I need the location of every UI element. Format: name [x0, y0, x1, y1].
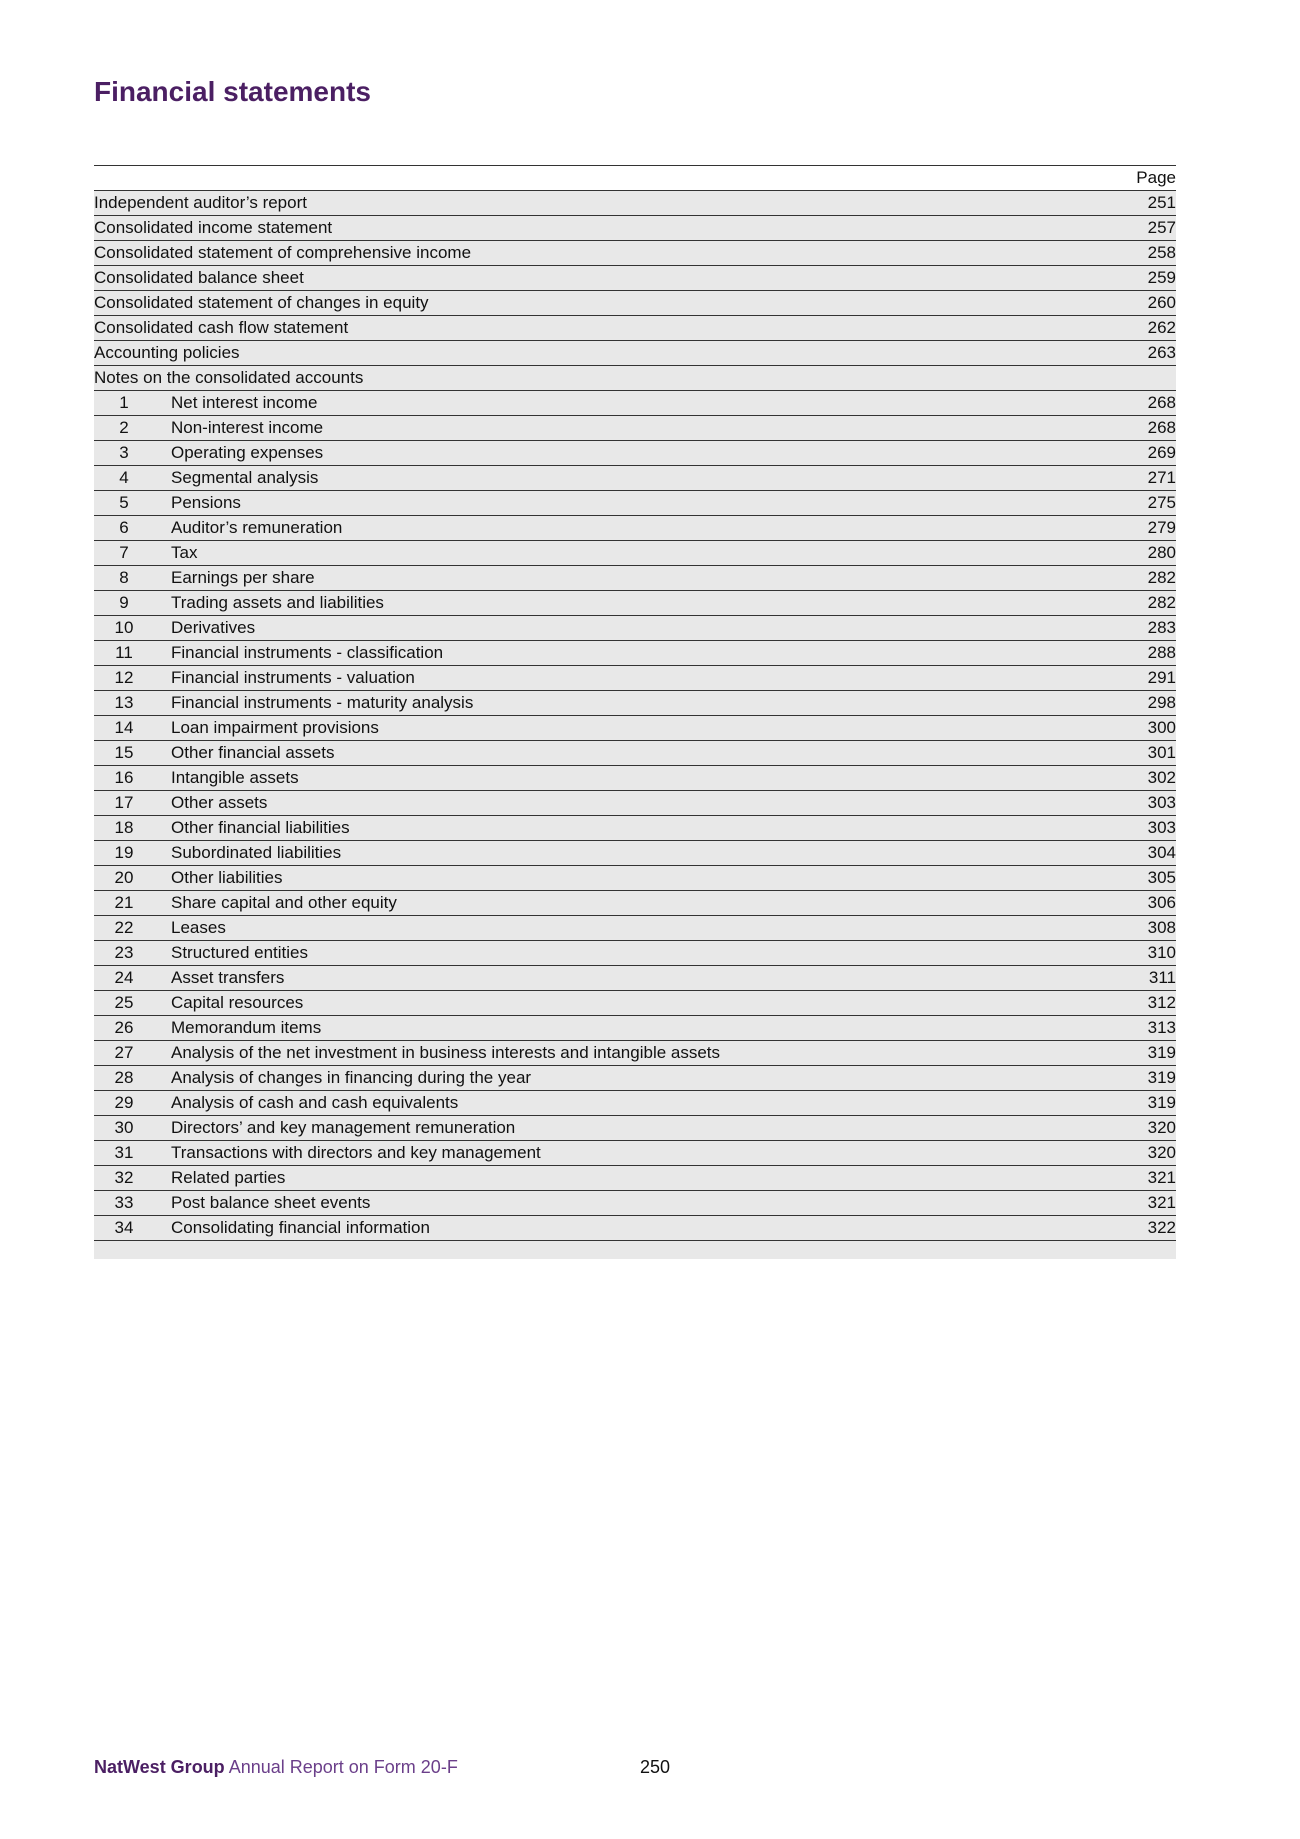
note-page-number: 303 [1147, 793, 1176, 812]
note-number: 24 [114, 968, 134, 987]
note-number: 16 [114, 768, 134, 787]
footer-brand: NatWest Group [94, 1757, 225, 1777]
note-number: 12 [114, 668, 134, 687]
note-page-number: 275 [1147, 493, 1176, 512]
toc-note-row [94, 866, 1176, 891]
toc-note-row [94, 716, 1176, 741]
toc-note-row [94, 491, 1176, 516]
note-page-number: 269 [1147, 443, 1176, 462]
note-title: Derivatives [171, 618, 256, 637]
note-page-number: 303 [1147, 818, 1176, 837]
toc-note-row [94, 616, 1176, 641]
toc-note-row [94, 1091, 1176, 1116]
toc-section-row [94, 216, 1176, 241]
note-title: Analysis of cash and cash equivalents [171, 1093, 459, 1112]
note-title: Related parties [171, 1168, 286, 1187]
note-title: Asset transfers [171, 968, 285, 987]
toc-note-row [94, 1116, 1176, 1141]
note-number: 30 [114, 1118, 134, 1137]
note-title: Intangible assets [171, 768, 299, 787]
section-title: Consolidated statement of changes in equity [94, 293, 429, 312]
note-title: Financial instruments - valuation [171, 668, 415, 687]
note-page-number: 319 [1147, 1093, 1176, 1112]
toc-section-row [94, 291, 1176, 316]
toc-section-row [94, 316, 1176, 341]
note-number: 25 [114, 993, 134, 1012]
note-title: Operating expenses [171, 443, 324, 462]
page-title: Financial statements [94, 76, 371, 107]
note-title: Leases [171, 918, 226, 937]
note-title: Subordinated liabilities [171, 843, 342, 862]
toc-section-row [94, 341, 1176, 366]
note-page-number: 282 [1147, 593, 1176, 612]
note-number: 13 [114, 693, 134, 712]
note-number: 10 [114, 618, 134, 637]
note-number: 18 [114, 818, 134, 837]
note-number: 15 [114, 743, 134, 762]
note-page-number: 312 [1147, 993, 1176, 1012]
note-page-number: 279 [1147, 518, 1176, 537]
note-number: 5 [119, 493, 129, 512]
note-title: Tax [171, 543, 198, 562]
toc-section-row [94, 191, 1176, 216]
section-title: Consolidated statement of comprehensive income [94, 243, 472, 262]
toc-section-row [94, 241, 1176, 266]
note-title: Other assets [171, 793, 268, 812]
note-title: Earnings per share [171, 568, 315, 587]
toc-note-row [94, 666, 1176, 691]
note-title: Auditor’s remuneration [171, 518, 343, 537]
note-page-number: 321 [1147, 1193, 1176, 1212]
note-number: 31 [114, 1143, 134, 1162]
contents-table [94, 165, 1176, 1259]
toc-note-row [94, 941, 1176, 966]
toc-note-row [94, 566, 1176, 591]
note-page-number: 288 [1147, 643, 1176, 662]
footer-report-title: Annual Report on Form 20-F [228, 1757, 458, 1777]
note-number: 28 [114, 1068, 134, 1087]
section-page-number: 258 [1147, 243, 1176, 262]
note-number: 1 [119, 393, 129, 412]
page-column-header: Page [1136, 168, 1176, 187]
sections-list [94, 191, 1176, 391]
note-title: Memorandum items [171, 1018, 322, 1037]
contents-header-row [94, 166, 1176, 191]
toc-note-row [94, 1191, 1176, 1216]
toc-note-row [94, 641, 1176, 666]
note-number: 9 [119, 593, 129, 612]
toc-note-row [94, 991, 1176, 1016]
note-title: Segmental analysis [171, 468, 319, 487]
note-page-number: 283 [1147, 618, 1176, 637]
toc-note-row [94, 1166, 1176, 1191]
note-page-number: 320 [1147, 1143, 1176, 1162]
toc-note-row [94, 1216, 1176, 1241]
note-title: Other financial liabilities [171, 818, 350, 837]
page-footer [94, 1757, 1300, 1781]
note-page-number: 268 [1147, 393, 1176, 412]
footer-page-number: 250 [640, 1757, 671, 1777]
section-page-number: 251 [1147, 193, 1176, 212]
toc-note-row [94, 541, 1176, 566]
toc-note-row [94, 691, 1176, 716]
note-page-number: 310 [1147, 943, 1176, 962]
note-page-number: 321 [1147, 1168, 1176, 1187]
notes-list [94, 391, 1176, 1241]
note-title: Share capital and other equity [171, 893, 397, 912]
note-number: 14 [114, 718, 134, 737]
note-page-number: 268 [1147, 418, 1176, 437]
toc-note-row [94, 766, 1176, 791]
note-number: 34 [114, 1218, 134, 1237]
note-title: Structured entities [171, 943, 309, 962]
toc-note-row [94, 966, 1176, 991]
note-number: 22 [114, 918, 134, 937]
contents-table-bottom [94, 1241, 1176, 1259]
note-number: 21 [114, 893, 134, 912]
toc-note-row [94, 791, 1176, 816]
toc-note-row [94, 891, 1176, 916]
note-number: 3 [119, 443, 129, 462]
toc-section-row [94, 366, 1176, 391]
note-title: Analysis of changes in financing during the year [171, 1068, 532, 1087]
section-title: Consolidated cash flow statement [94, 318, 349, 337]
note-page-number: 302 [1147, 768, 1176, 787]
note-title: Loan impairment provisions [171, 718, 379, 737]
section-title: Accounting policies [94, 343, 240, 362]
note-page-number: 320 [1147, 1118, 1176, 1137]
note-number: 2 [119, 418, 129, 437]
note-title: Capital resources [171, 993, 304, 1012]
section-title: Consolidated income statement [94, 218, 333, 237]
note-title: Directors’ and key management remuneration [171, 1118, 516, 1137]
toc-note-row [94, 391, 1176, 416]
note-page-number: 308 [1147, 918, 1176, 937]
section-page-number: 262 [1147, 318, 1176, 337]
toc-note-row [94, 841, 1176, 866]
note-title: Consolidating financial information [171, 1218, 430, 1237]
note-page-number: 291 [1147, 668, 1176, 687]
note-title: Net interest income [171, 393, 318, 412]
note-page-number: 298 [1147, 693, 1176, 712]
toc-note-row [94, 441, 1176, 466]
note-number: 17 [114, 793, 134, 812]
note-title: Financial instruments - classification [171, 643, 444, 662]
toc-note-row [94, 1016, 1176, 1041]
note-number: 32 [114, 1168, 134, 1187]
toc-note-row [94, 1066, 1176, 1091]
note-number: 11 [115, 643, 133, 662]
note-title: Other financial assets [171, 743, 335, 762]
note-title: Post balance sheet events [171, 1193, 371, 1212]
section-title: Notes on the consolidated accounts [94, 368, 364, 387]
note-page-number: 322 [1147, 1218, 1176, 1237]
note-page-number: 306 [1147, 893, 1176, 912]
note-number: 33 [114, 1193, 134, 1212]
section-page-number: 257 [1147, 218, 1176, 237]
note-title: Trading assets and liabilities [171, 593, 384, 612]
note-number: 20 [114, 868, 134, 887]
toc-note-row [94, 466, 1176, 491]
section-page-number: 259 [1147, 268, 1176, 287]
note-page-number: 271 [1147, 468, 1176, 487]
note-page-number: 305 [1147, 868, 1176, 887]
toc-note-row [94, 741, 1176, 766]
note-page-number: 282 [1147, 568, 1176, 587]
note-number: 23 [114, 943, 134, 962]
toc-note-row [94, 1141, 1176, 1166]
note-title: Other liabilities [171, 868, 283, 887]
note-page-number: 301 [1147, 743, 1176, 762]
note-number: 26 [114, 1018, 134, 1037]
section-page-number: 260 [1147, 293, 1176, 312]
section-page-number: 263 [1147, 343, 1176, 362]
note-page-number: 319 [1147, 1043, 1176, 1062]
note-number: 7 [119, 543, 129, 562]
note-page-number: 304 [1147, 843, 1176, 862]
note-page-number: 313 [1147, 1018, 1176, 1037]
note-title: Financial instruments - maturity analysis [171, 693, 474, 712]
note-number: 4 [119, 468, 129, 487]
note-number: 6 [119, 518, 129, 537]
toc-note-row [94, 816, 1176, 841]
note-number: 19 [114, 843, 134, 862]
note-number: 29 [114, 1093, 134, 1112]
toc-note-row [94, 516, 1176, 541]
note-page-number: 311 [1148, 968, 1176, 987]
note-title: Pensions [171, 493, 241, 512]
note-title: Transactions with directors and key management [171, 1143, 541, 1162]
toc-note-row [94, 916, 1176, 941]
section-title: Independent auditor’s report [94, 193, 307, 212]
note-title: Non-interest income [171, 418, 324, 437]
toc-note-row [94, 1041, 1176, 1066]
note-page-number: 300 [1147, 718, 1176, 737]
note-page-number: 280 [1147, 543, 1176, 562]
note-number: 8 [119, 568, 129, 587]
toc-note-row [94, 416, 1176, 441]
toc-note-row [94, 591, 1176, 616]
note-page-number: 319 [1147, 1068, 1176, 1087]
toc-section-row [94, 266, 1176, 291]
section-title: Consolidated balance sheet [94, 268, 304, 287]
note-number: 27 [114, 1043, 134, 1062]
note-title: Analysis of the net investment in business interests and intangible assets [171, 1043, 721, 1062]
